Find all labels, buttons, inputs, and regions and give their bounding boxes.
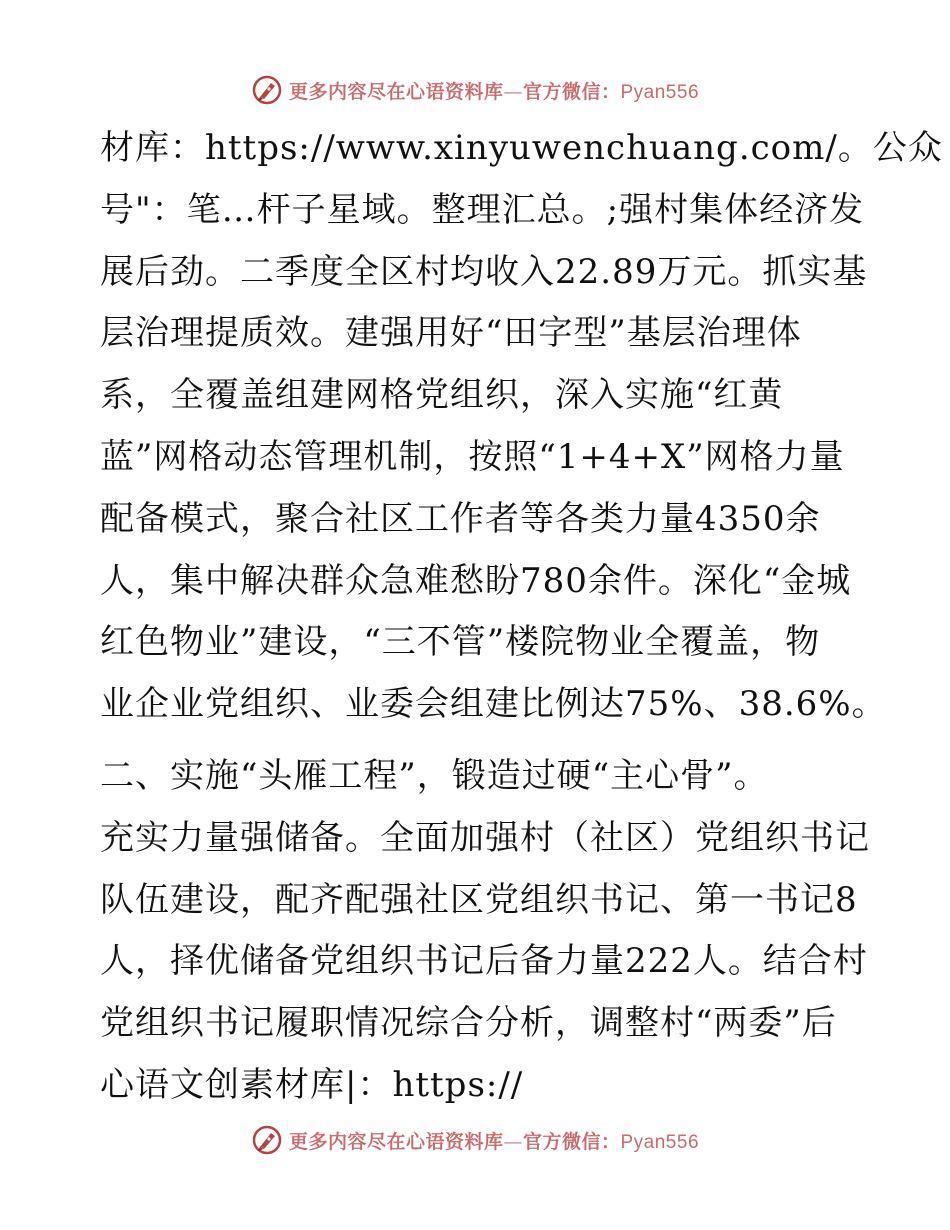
body-line: 号"：笔…杆子星域。整理汇总。;强村集体经济发 [100, 189, 865, 230]
footer-banner-handle: Pyan556 [620, 1131, 700, 1153]
body-line: 蓝”网格动态管理机制，按照“1+4+X”网格力量 [100, 436, 845, 477]
body-line: 人，择优储备党组织书记后备力量222人。结合村 [100, 941, 868, 982]
header-banner-label: 官方微信： [522, 80, 621, 103]
body-line: 系，全覆盖组建网格党组织，深入实施“红黄 [100, 375, 784, 416]
header-banner [0, 70, 950, 110]
body-line: 充实力量强储备。全面加强村（社区）党组织书记 [100, 817, 870, 858]
pen-nib-logo-icon [251, 1124, 283, 1156]
body-line: 人，集中解决群众急难愁盼780余件。深化“金城 [100, 560, 852, 601]
footer-banner-title: 更多内容尽在心语资料库 [288, 1130, 504, 1153]
body-line: 红色物业”建设，“三不管”楼院物业全覆盖，物 [100, 622, 821, 663]
body-line: 展后劲。二季度全区村均收入22.89万元。抓实基 [100, 251, 868, 292]
header-banner-text [289, 77, 699, 104]
document-body [100, 118, 943, 1117]
body-line: 业企业党组织、业委会组建比例达75%、38.6%。 [100, 684, 887, 725]
footer-banner-label: 官方微信： [522, 1130, 621, 1153]
footer-banner-text [289, 1127, 699, 1154]
footer-banner-dash: — [503, 1130, 523, 1153]
body-line: 队伍建设，配齐配强社区党组织书记、第一书记8 [100, 879, 858, 920]
section-heading: 二、实施“头雁工程”，锻造过硬“主心骨”。 [100, 755, 769, 796]
header-banner-title: 更多内容尽在心语资料库 [288, 80, 504, 103]
header-banner-dash: — [503, 80, 523, 103]
body-line: 配备模式，聚合社区工作者等各类力量4350余 [100, 498, 821, 539]
footer-banner [0, 1120, 950, 1160]
body-line: 材库：https://www.xinyuwenchuang.com/。公众 [100, 128, 943, 168]
body-line: 层治理提质效。建强用好“田字型”基层治理体 [100, 313, 802, 354]
body-line: 党组织书记履职情况综合分析，调整村“两委”后 [100, 1003, 837, 1044]
header-banner-handle: Pyan556 [620, 81, 700, 103]
pen-nib-logo-icon [251, 74, 283, 106]
body-line: 心语文创素材库|：https:// [100, 1064, 524, 1105]
